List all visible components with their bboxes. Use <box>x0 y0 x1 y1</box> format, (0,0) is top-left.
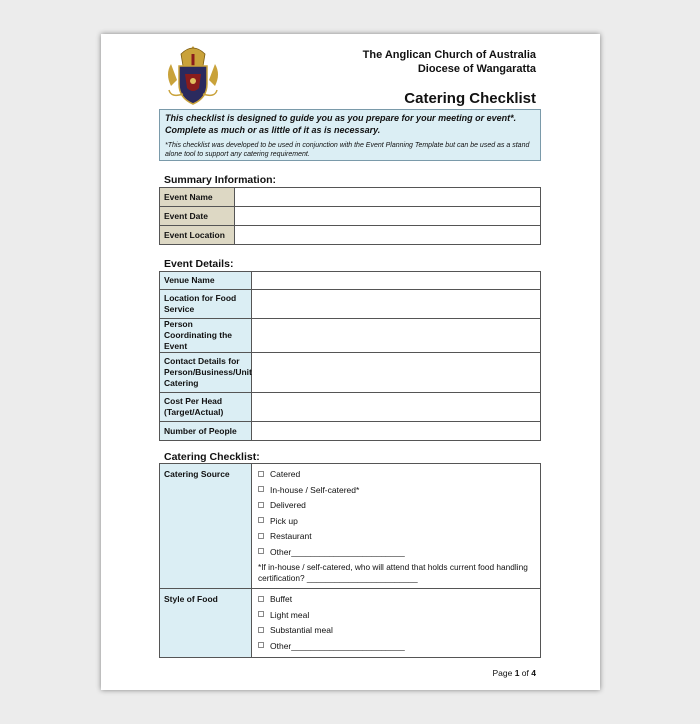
diocese-crest-logo <box>163 44 223 106</box>
checkbox-icon[interactable] <box>258 627 264 633</box>
document-title: Catering Checklist <box>404 90 536 107</box>
option-label: Delivered <box>270 500 306 510</box>
table-row <box>160 353 541 393</box>
page-word: Page <box>492 668 513 678</box>
page-footer <box>492 668 536 678</box>
checkbox-option[interactable] <box>258 514 536 530</box>
venue-name-label: Venue Name <box>160 272 252 290</box>
summary-heading: Summary Information: <box>164 174 277 186</box>
org-line-1: The Anglican Church of Australia <box>362 49 536 61</box>
table-row <box>160 589 541 658</box>
table-row <box>160 393 541 422</box>
event-location-field[interactable] <box>235 226 541 245</box>
coordinator-label: Person Coordinating the Event <box>160 319 252 353</box>
checkbox-icon[interactable] <box>258 486 264 492</box>
document-page <box>101 34 600 690</box>
option-label: Restaurant <box>270 531 312 541</box>
option-label: Other________________________ <box>270 640 405 651</box>
checkbox-icon[interactable] <box>258 642 264 648</box>
event-date-label: Event Date <box>160 207 235 226</box>
catering-source-options <box>252 464 541 589</box>
checkbox-option[interactable] <box>258 529 536 545</box>
option-label: Other________________________ <box>270 546 405 557</box>
checkbox-option[interactable] <box>258 498 536 514</box>
contact-details-label: Contact Details for Person/Business/Unit Catering <box>160 353 252 393</box>
option-label: Substantial meal <box>270 625 333 635</box>
checkbox-icon[interactable] <box>258 471 264 477</box>
food-location-label: Location for Food Service <box>160 290 252 319</box>
event-name-label: Event Name <box>160 188 235 207</box>
checkbox-option[interactable] <box>258 592 536 608</box>
details-table <box>159 271 541 441</box>
table-row <box>160 422 541 441</box>
checkbox-icon[interactable] <box>258 517 264 523</box>
checklist-heading: Catering Checklist: <box>164 451 260 463</box>
table-row <box>160 290 541 319</box>
option-label: Catered <box>270 469 301 479</box>
coordinator-field[interactable] <box>252 319 541 353</box>
org-line-2: Diocese of Wangaratta <box>417 63 536 75</box>
table-row <box>160 319 541 353</box>
food-location-field[interactable] <box>252 290 541 319</box>
checkbox-icon[interactable] <box>258 548 264 554</box>
checkbox-option[interactable] <box>258 639 536 655</box>
event-location-label: Event Location <box>160 226 235 245</box>
summary-table <box>159 187 541 245</box>
checkbox-icon[interactable] <box>258 502 264 508</box>
option-label: Buffet <box>270 594 293 604</box>
organization-name <box>363 48 536 76</box>
table-row <box>160 226 541 245</box>
checkbox-option[interactable] <box>258 608 536 624</box>
table-row <box>160 207 541 226</box>
table-row <box>160 464 541 589</box>
checkbox-icon[interactable] <box>258 533 264 539</box>
checkbox-icon[interactable] <box>258 596 264 602</box>
catering-source-label: Catering Source <box>160 464 252 589</box>
intro-main-line-2: Complete as much or as little of it as is necessary. <box>165 125 381 135</box>
checkbox-option[interactable] <box>258 545 536 561</box>
total-pages: 4 <box>531 668 536 678</box>
event-date-field[interactable] <box>235 207 541 226</box>
venue-name-field[interactable] <box>252 272 541 290</box>
event-name-field[interactable] <box>235 188 541 207</box>
contact-details-field[interactable] <box>252 353 541 393</box>
checklist-table <box>159 463 541 658</box>
food-handling-question: *If in-house / self-catered, who will attend that holds current food handling certification? ________________________ <box>258 562 528 583</box>
style-of-food-label: Style of Food <box>160 589 252 658</box>
intro-main-line-1: This checklist is designed to guide you as you prepare for your meeting or event*. <box>165 113 517 123</box>
checkbox-option[interactable] <box>258 483 536 499</box>
intro-box <box>159 109 541 161</box>
details-heading: Event Details: <box>164 258 234 270</box>
cost-per-head-field[interactable] <box>252 393 541 422</box>
number-of-people-field[interactable] <box>252 422 541 441</box>
table-row <box>160 272 541 290</box>
of-word: of <box>521 668 529 678</box>
checkbox-option[interactable] <box>258 467 536 483</box>
option-label: In-house / Self-catered* <box>270 484 360 495</box>
option-label: Pick up <box>270 515 298 526</box>
page-number: 1 <box>514 668 520 678</box>
number-of-people-label: Number of People <box>160 422 252 441</box>
cost-per-head-label: Cost Per Head (Target/Actual) <box>160 393 252 422</box>
option-label: Light meal <box>270 609 310 620</box>
table-row <box>160 188 541 207</box>
checkbox-icon[interactable] <box>258 611 264 617</box>
style-of-food-options <box>252 589 541 658</box>
checkbox-option[interactable] <box>258 623 536 639</box>
intro-note: *This checklist was developed to be used in conjunction with the Event Planning Template but can be used as a stand alone tool to support any catering requirement. <box>165 142 530 158</box>
